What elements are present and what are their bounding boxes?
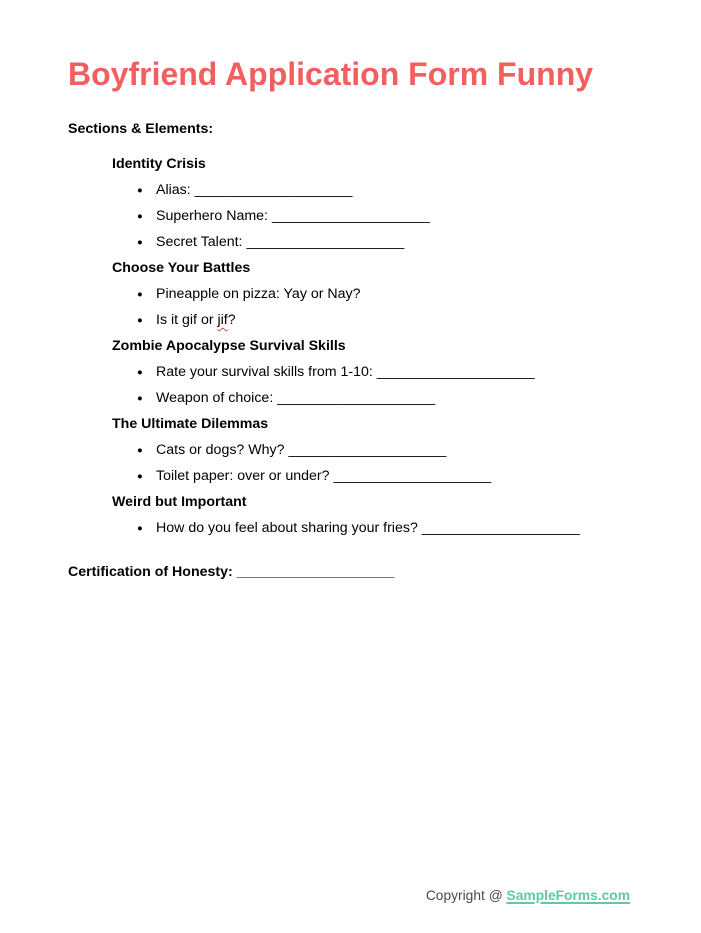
- bullet-text: [156, 442, 446, 458]
- bullet-icon: ●: [137, 288, 143, 300]
- section-heading: The Ultimate Dilemmas: [112, 416, 269, 432]
- page-title: Boyfriend Application Form Funny: [68, 56, 594, 92]
- blank-line: ____________________: [271, 208, 430, 224]
- section-heading: Identity Crisis: [112, 156, 206, 172]
- bullet-text: [156, 520, 580, 536]
- item-text: Secret Talent:: [156, 234, 247, 250]
- bullet-icon: ●: [137, 444, 143, 456]
- bullet-icon: ●: [137, 392, 143, 404]
- bullet-item: [0, 385, 701, 411]
- copyright-text: Copyright @: [425, 888, 507, 903]
- section-heading: Weird but Important: [112, 494, 247, 510]
- item-text: Weapon of choice:: [156, 390, 278, 406]
- item-text: Is it gif or: [156, 312, 218, 328]
- page-footer: [426, 886, 630, 906]
- bullet-item: [0, 177, 701, 203]
- blank-line: ____________________: [288, 442, 447, 458]
- bullet-icon: ●: [137, 314, 143, 326]
- bullet-icon: ●: [137, 184, 143, 196]
- bullet-item: [0, 281, 701, 307]
- item-text: Cats or dogs? Why?: [156, 442, 289, 458]
- section-heading: Zombie Apocalypse Survival Skills: [112, 338, 346, 354]
- bullet-text: [156, 234, 404, 250]
- bullet-text: [156, 312, 236, 328]
- misspelled-word: jif: [217, 312, 228, 328]
- bullet-icon: ●: [137, 470, 143, 482]
- blank-line: ____________________: [277, 390, 436, 406]
- blank-line: ____________________: [421, 520, 580, 536]
- bullet-icon: ●: [137, 236, 143, 248]
- blank-line: ____________________: [376, 364, 535, 380]
- item-text: How do you feel about sharing your fries?: [156, 520, 422, 536]
- section-heading: Choose Your Battles: [112, 260, 251, 276]
- item-text: Superhero Name:: [156, 208, 272, 224]
- bullet-item: [0, 229, 701, 255]
- bullet-item: [0, 203, 701, 229]
- bullet-text: [156, 286, 361, 302]
- bullet-item: [0, 437, 701, 463]
- bullet-text: [156, 182, 352, 198]
- item-text: Toilet paper: over or under?: [156, 468, 334, 484]
- bullet-icon: ●: [137, 210, 143, 222]
- bullet-text: [156, 390, 435, 406]
- sections-list: [0, 151, 701, 541]
- sampleforms-link[interactable]: SampleForms.com: [506, 888, 630, 903]
- bullet-text: [156, 208, 430, 224]
- bullet-text: [156, 468, 491, 484]
- bullet-item: [0, 515, 701, 541]
- sections-elements-label: Sections & Elements:: [68, 121, 214, 137]
- certification-line: [68, 559, 395, 585]
- blank-line: ____________________: [333, 468, 492, 484]
- bullet-item: [0, 307, 701, 333]
- bullet-icon: ●: [137, 366, 143, 378]
- certification-blank: ____________________: [236, 564, 395, 580]
- item-text: Pineapple on pizza: Yay or Nay?: [156, 286, 361, 302]
- bullet-item: [0, 463, 701, 489]
- bullet-icon: ●: [137, 522, 143, 534]
- bullet-item: [0, 359, 701, 385]
- certification-label: Certification of Honesty:: [68, 564, 237, 580]
- item-text: Rate your survival skills from 1-10:: [156, 364, 377, 380]
- blank-line: ____________________: [246, 234, 405, 250]
- blank-line: ____________________: [194, 182, 353, 198]
- item-text: Alias:: [156, 182, 195, 198]
- item-text: ?: [227, 312, 236, 328]
- bullet-text: [156, 364, 535, 380]
